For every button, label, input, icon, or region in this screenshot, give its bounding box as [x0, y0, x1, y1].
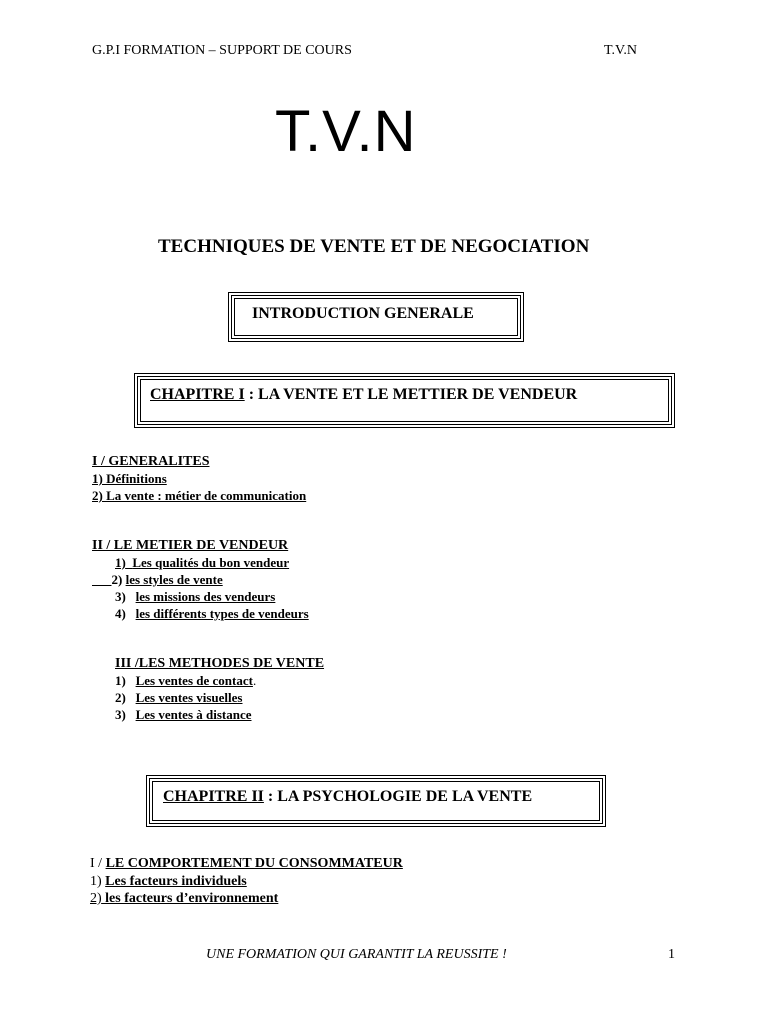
intro-box — [228, 292, 524, 342]
list-item: 2) les facteurs d’environnement — [90, 891, 279, 906]
chapter1-box — [134, 373, 675, 428]
list-item: 1) Les facteurs individuels — [90, 874, 247, 889]
chapter1-prefix: CHAPITRE I — [150, 386, 245, 403]
list-item: 1) Définitions — [92, 471, 167, 486]
list-item: 2) Les ventes visuelles — [115, 690, 243, 705]
header-right: T.V.N — [604, 43, 637, 58]
chapter2-rest: : LA PSYCHOLOGIE DE LA VENTE — [263, 788, 533, 805]
list-item: 2) les styles de vente — [111, 572, 223, 587]
section-generalites-title: I / GENERALITES — [92, 454, 210, 469]
list-item: 2) La vente : métier de communication — [92, 488, 307, 503]
chapter1-rest: : LA VENTE ET LE METTIER DE VENDEUR — [244, 386, 578, 403]
header-left: G.P.I FORMATION – SUPPORT DE COURS — [92, 43, 352, 58]
page-number: 1 — [668, 947, 675, 962]
list-item: 3) Les ventes à distance — [115, 707, 252, 722]
chapter1-title — [150, 386, 577, 404]
intro-box-label: INTRODUCTION GENERALE — [252, 305, 474, 322]
document-subtitle: TECHNIQUES DE VENTE ET DE NEGOCIATION — [158, 236, 590, 257]
footer-slogan: UNE FORMATION QUI GARANTIT LA REUSSITE ! — [206, 947, 507, 962]
section-metier-title: II / LE METIER DE VENDEUR — [92, 538, 289, 553]
document-title: T.V.N — [275, 99, 417, 164]
chapter2-box — [146, 775, 606, 827]
section-methodes-title: III /LES METHODES DE VENTE — [115, 656, 325, 671]
list-item: 1) Les qualités du bon vendeur — [115, 555, 290, 570]
list-item: 4) les différents types de vendeurs — [115, 606, 309, 621]
list-item: 1) Les ventes de contact. — [115, 673, 257, 688]
list-item: 3) les missions des vendeurs — [115, 589, 276, 604]
section-comportement-title: I / LE COMPORTEMENT DU CONSOMMATEUR — [90, 856, 403, 871]
chapter2-prefix: CHAPITRE II — [163, 788, 264, 805]
chapter2-title — [163, 788, 532, 806]
